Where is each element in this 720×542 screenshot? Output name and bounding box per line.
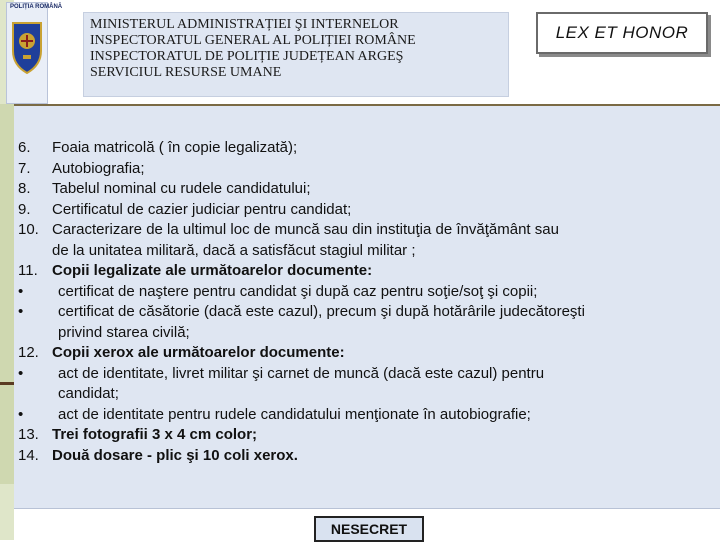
item-number: 9. (18, 200, 31, 218)
item-number: 7. (18, 159, 31, 177)
item-text-line: act de identitate pentru rudele candidatului menţionate în autobiografie; (58, 405, 531, 423)
bullet-icon: • (18, 364, 24, 382)
bullet-item (18, 364, 718, 405)
bullet-icon: • (18, 303, 24, 320)
list-item (18, 261, 718, 282)
list-item (18, 425, 718, 446)
item-text (52, 446, 718, 467)
item-number: 11. (18, 262, 38, 279)
institution-header (83, 12, 509, 97)
motto-box (536, 12, 708, 54)
left-marker (0, 382, 14, 385)
item-text (52, 261, 718, 282)
item-text (52, 343, 718, 364)
item-text-line: privind starea civilă; (58, 323, 190, 341)
item-text (52, 200, 718, 221)
item-text-line: Foaia matricolă ( în copie legalizată); (52, 139, 298, 156)
motto-text: LEX ET HONOR (555, 23, 689, 42)
item-text-line: Autobiografia; (52, 159, 145, 177)
item-text (52, 302, 718, 343)
list-item (18, 343, 718, 364)
item-number: 10. (18, 221, 39, 238)
list-item (18, 200, 718, 221)
coat-of-arms-icon (9, 17, 45, 77)
item-text-line: Copii xerox ale următoarelor documente: (52, 344, 345, 361)
item-text-line: act de identitate, livret militar şi carnet de muncă (dacă este cazul) pentru (58, 364, 545, 382)
item-number: 13. (18, 426, 39, 443)
bullet-item (18, 282, 718, 303)
list-item (18, 446, 718, 467)
item-text-line: Caracterizare de la ultimul loc de muncă sau din instituţia de învăţământ sau (52, 221, 559, 238)
item-text-line: Certificatul de cazier judiciar pentru candidat; (52, 200, 352, 218)
header-line-4: SERVICIUL RESURSE UMANE (90, 65, 282, 80)
item-text-line: Tabelul nominal cu rudele candidatului; (52, 180, 311, 197)
item-text-line: Trei fotografii 3 x 4 cm color; (52, 426, 258, 443)
header-line-2: INSPECTORATUL GENERAL AL POLIȚIEI ROMÂNE (90, 33, 416, 48)
item-number: 6. (18, 139, 31, 156)
requirements-list (18, 138, 718, 466)
item-number: 14. (18, 446, 39, 464)
list-item (18, 138, 718, 159)
police-logo (6, 2, 63, 104)
item-text (52, 179, 718, 200)
item-text-line: Două dosare - plic şi 10 coli xerox. (52, 446, 298, 464)
item-text (52, 282, 718, 303)
item-text (52, 138, 718, 159)
header-line-1: MINISTERUL ADMINISTRAȚIEI ŞI INTERNELOR (90, 17, 399, 32)
item-text-line: Copii legalizate ale următoarelor documente: (52, 262, 373, 279)
list-item (18, 220, 718, 261)
item-text (52, 425, 718, 446)
bullet-icon: • (18, 282, 24, 300)
classification-badge: NESECRET (314, 516, 424, 542)
header-line-3: INSPECTORATUL DE POLIȚIE JUDEȚEAN ARGEŞ (90, 49, 404, 64)
list-item (18, 179, 718, 200)
item-number: 8. (18, 180, 31, 197)
bullet-item (18, 302, 718, 343)
bullet-item (18, 405, 718, 426)
item-text (52, 364, 718, 405)
logo-caption: POLIȚIA ROMÂNĂ (10, 4, 63, 10)
list-item (18, 159, 718, 180)
item-text-line: candidat; (58, 385, 119, 402)
item-text-line: certificat de naştere pentru candidat şi după caz pentru soţie/soţ şi copii; (58, 282, 538, 300)
bullet-icon: • (18, 405, 24, 423)
left-accent-bar (0, 104, 14, 484)
item-text-line: de la unitatea militară, dacă a satisfăcut stagiul militar ; (52, 241, 416, 259)
item-text (52, 220, 718, 261)
item-number: 12. (18, 344, 39, 361)
item-text (52, 405, 718, 426)
item-text (52, 159, 718, 180)
item-text-line: certificat de căsătorie (dacă este cazul), precum şi după hotărârile judecătoreşti (58, 303, 585, 320)
